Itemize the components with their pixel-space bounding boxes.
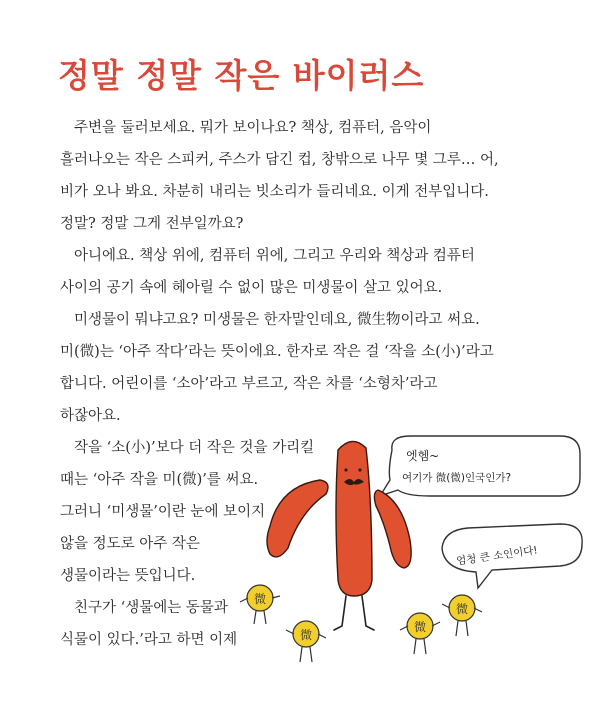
text-line: 합니다. 어린이를 ‘소아’라고 부르고, 작은 차를 ‘소형차’라고 <box>60 376 438 392</box>
text-line: 작을 ‘소(小)’보다 더 작은 것을 가리킬 <box>74 440 315 456</box>
text-line: 아니에요. 책상 위에, 컴퓨터 위에, 그리고 우리와 책상과 컴퓨터 <box>74 248 475 264</box>
coin-character-3 <box>400 613 440 654</box>
coin-character-1 <box>240 585 280 624</box>
text-line: 주변을 둘러보세요. 뭐가 보이나요? 책상, 컴퓨터, 음악이 <box>74 120 432 136</box>
speech-bubble-1-line-2: 여기가 微(微)인국인가? <box>402 472 512 484</box>
text-line: 흘러나오는 작은 스피커, 주스가 담긴 컵, 창밖으로 나무 몇 그루… 어, <box>60 152 499 168</box>
page-title: 정말 정말 작은 바이러스 <box>58 56 425 95</box>
text-line: 친구가 ‘생물에는 동물과 <box>74 600 228 616</box>
text-line: 사이의 공기 속에 헤아릴 수 없이 많은 미생물이 살고 있어요. <box>60 280 443 296</box>
coin-character-4 <box>442 595 482 636</box>
coin-glyph: 微 <box>413 620 427 634</box>
sausage-eye-left <box>344 468 347 471</box>
text-line: 때는 ‘아주 작을 미(微)’를 써요. <box>60 472 259 488</box>
sausage-legs <box>334 596 374 630</box>
sausage-body <box>336 441 372 596</box>
sausage-left-arm <box>267 480 328 557</box>
coin-glyph: 微 <box>455 602 469 616</box>
text-line: 않을 정도로 아주 작은 <box>60 536 200 552</box>
sausage-eye-right <box>358 468 361 471</box>
text-line: 그러니 ‘미생물’이란 눈에 보이지 <box>60 504 266 520</box>
speech-bubble-1-line-1: 엣헴~ <box>406 449 440 463</box>
speech-bubble-1 <box>380 436 580 496</box>
text-line: 미(微)는 ‘아주 작다’라는 뜻이에요. 한자로 작은 걸 ‘작을 소(小)’라고 <box>60 344 494 360</box>
text-line: 식물이 있다.’라고 하면 이제 <box>60 632 238 648</box>
paragraph-2 <box>60 240 540 304</box>
sausage-right-arm <box>374 490 411 568</box>
text-line: 하잖아요. <box>60 408 121 424</box>
coin-character-2 <box>286 621 326 662</box>
text-line: 정말? 정말 그게 전부일까요? <box>60 216 244 232</box>
paragraph-3 <box>60 304 540 432</box>
coin-glyph: 微 <box>253 592 267 606</box>
speech-bubble-2-text: 엄청 큰 소인이다! <box>455 544 539 568</box>
paragraph-1 <box>60 112 540 240</box>
text-line: 생물이라는 뜻입니다. <box>60 568 196 584</box>
text-line: 미생물이 뭐냐고요? 미생물은 한자말인데요, 微生物이라고 써요. <box>74 312 480 328</box>
text-line: 비가 오나 봐요. 차분히 내리는 빗소리가 들리네요. 이게 전부입니다. <box>60 184 489 200</box>
coin-glyph: 微 <box>299 628 313 642</box>
